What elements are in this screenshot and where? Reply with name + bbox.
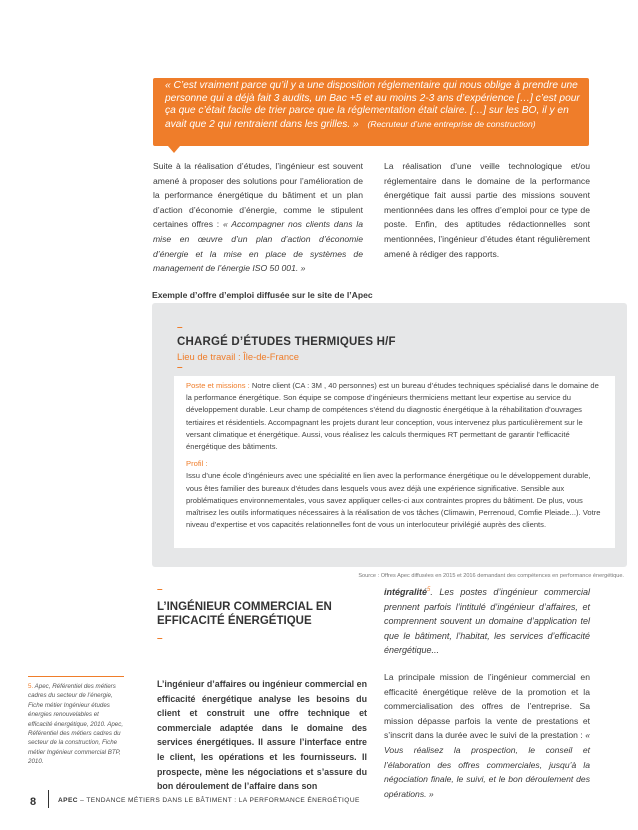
section-title-line2: EFFICACITÉ ÉNERGÉTIQUE xyxy=(157,615,312,627)
column-4-intro xyxy=(384,583,590,658)
profile-label: Profil : xyxy=(186,459,208,469)
figure-caption: Exemple d’offre d’emploi diffusée sur le site de l’Apec xyxy=(152,290,373,300)
section-dash-top: – xyxy=(157,584,163,595)
quote-text: « C’est vraiment parce qu’il y a une disposition réglementaire qui nous oblige à prendre une personne qui a déjà fait 3 audits, un Bac +5 et au moins 2-3 ans d’expérience […] c’est pour ça que c’était facile de trier parce que la réglementation était claire. […] sur les BO, il y en avait que 2 qui rentraient dans les grilles. » xyxy=(165,80,580,130)
job-title: CHARGÉ D’ÉTUDES THERMIQUES H/F xyxy=(177,336,396,348)
job-dash-top: – xyxy=(177,322,183,333)
page-number: 8 xyxy=(30,796,37,808)
job-location: Lieu de travail : Île-de-France xyxy=(177,351,299,362)
footnote-rule xyxy=(28,676,124,677)
column-3-text: L’ingénieur d’affaires ou ingénieur commercial en efficacité énergétique analyse les besoins du client et construit une offre technique et commerciale adaptée dans le domaine des services énergétiques. Il assure l’interface entre le client, les opérations et les fournisseurs. Il prospecte, mène les négociations et s’assure du bon déroulement de l’affaire dans son xyxy=(157,679,367,792)
column-3 xyxy=(157,677,367,794)
footer-text xyxy=(58,797,360,804)
section-title-line1: L’INGÉNIEUR COMMERCIAL EN xyxy=(157,601,332,613)
column-1 xyxy=(153,159,363,276)
section-dash-bottom: – xyxy=(157,633,163,644)
column-4-quote: « Vous réalisez la prospection, le conseil et l’élaboration des offres commerciales, jusqu’à la négociation finale, le suivi, et le bon déroulement des opérations. » xyxy=(384,730,590,799)
section-title xyxy=(157,600,332,628)
quote-source: (Recruteur d’une entreprise de construction) xyxy=(367,118,536,129)
column-2-text: La réalisation d’une veille technologique et/ou réglementaire dans le domaine de la performance énergétique fait aussi partie des missions souvent mentionnées dans les offres d’emploi pour ce type de poste. Enfin, des aptitudes rédactionnelles sont mentionnées, l’ingénieur d’études étant régulièrement amené à rédiger des rapports. xyxy=(384,161,590,259)
column-1-quote: « Accompagner nos clients dans la mise en œuvre d’un plan d’action d’économie d’énergie et la mise en place de systèmes de management de l’énergie ISO 50 001. » xyxy=(153,219,363,274)
footer-title: – TENDANCE MÉTIERS DANS LE BÂTIMENT : LA PERFORMANCE ÉNERGÉTIQUE xyxy=(77,797,360,804)
column-4 xyxy=(384,583,590,801)
column-2 xyxy=(384,159,590,261)
footnote-number: 5. xyxy=(28,683,34,690)
column-1-text: Suite à la réalisation d’études, l’ingénieur est souvent amené à proposer des solutions pour l’amélioration de la performance énergétique du bâtiment et un plan d’action d’économie d’énergie, comme le stipulent certaines offres : xyxy=(153,161,363,230)
column-4-body xyxy=(384,670,590,801)
missions-text: Notre client (CA : 3M , 40 personnes) est un bureau d’études techniques spécialisé dans le domaine de la performance énergétique. Son équipe se compose d’ingénieurs thermiciens mettant leur expertise au service du développement durable. Leur champ de compétences s’étend du diagnostic énergétique à la réhabilitation d’ouvrages tertiaires et résidentiels. Accompagnant les projets durant leur conception, vous intervenez plus particulièrement sur le versant climatique et énergétique. Aussi, vous réalisez les calculs thermiques RT permettant de garantir l’efficacité énergétique des bâtiments. xyxy=(186,381,599,452)
footer-brand: APEC xyxy=(58,797,78,804)
footnote xyxy=(28,682,124,767)
job-dash-bottom: – xyxy=(177,362,183,373)
column-4-intro-italic: . Les postes d’ingénieur commercial prennent parfois l’intitulé d’ingénieur d’affaires, et comprennent souvent un domaine d’application tel que le bâtiment, l’habitat, les services d’efficacité énergétique... xyxy=(384,587,590,656)
job-description xyxy=(186,380,606,531)
footer-divider xyxy=(48,790,49,808)
quote-tail xyxy=(168,146,180,153)
source-note: Source : Offres Apec diffusées en 2015 et 2016 demandant des compétences en performance énergétique. xyxy=(358,573,624,579)
profile-text: Issu d’une école d’ingénieurs avec une spécialité en lien avec la performance énergétique ou le développement durable, vous êtes familier des bureaux d’études dans lesquels vous avez déjà une expérience significative. Sensible aux problématiques environnementales, vous savez appliquer celles-ci aux contraintes propres du bâtiment. De plus, vous maîtrisez les outils informatiques nécessaires à la réalisation de vos tâches (Climawin, Perrenoud, Comfie Pleiade...). Votre niveau d’expertise et vos capacités relationnelles font de vous un interlocuteur privilégié auprès des clients. xyxy=(186,471,601,530)
footnote-ref: 5 xyxy=(427,587,431,593)
footnote-text: Apec, Référentiel des métiers cadres du secteur de l’énergie, Fiche métier Ingénieur études énergies renouvelables et efficacité énergétique, 2010. Apec, Référentiel des métiers cadres du secteur de la construction, Fiche métier Ingénieur commercial BTP, 2010. xyxy=(28,683,124,766)
column-4-text: La principale mission de l’ingénieur commercial en efficacité énergétique relève de la promotion et la commercialisation des offres de l’entreprise. Sa mission dépasse parfois la vente de prestations et s’inscrit dans la durée avec le suivi de la prestation : xyxy=(384,671,590,741)
missions-label: Poste et missions : xyxy=(186,381,252,390)
quote-text-block xyxy=(165,80,585,131)
column-4-intro-bold: intégralité xyxy=(384,587,428,597)
